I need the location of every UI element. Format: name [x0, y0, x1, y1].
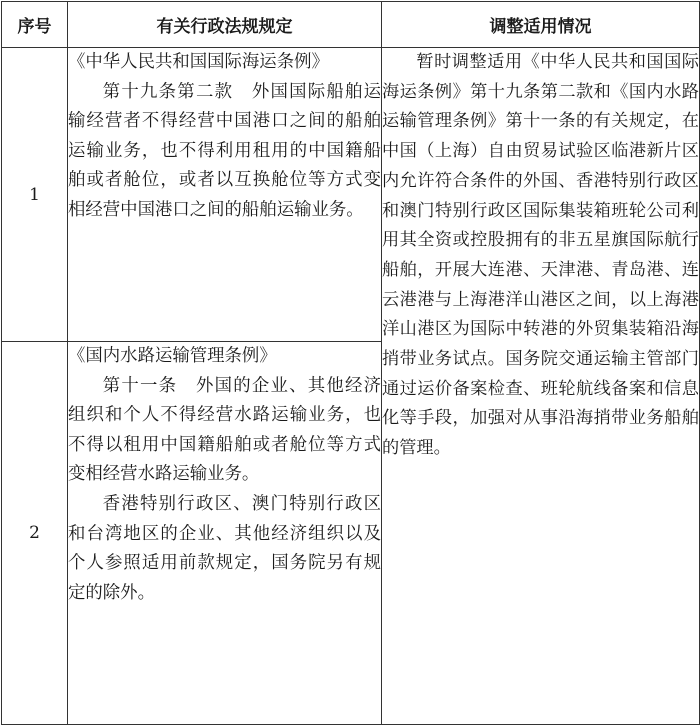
- table-row: [2, 48, 700, 342]
- header-index: 序号: [2, 2, 68, 48]
- regulation-title: 《中华人民共和国国际海运条例》: [68, 52, 329, 72]
- regulation-title: 《国内水路运输管理条例》: [68, 346, 277, 366]
- row-index: 2: [2, 342, 68, 725]
- regulation-cell: [68, 342, 382, 725]
- regulation-paragraph: 香港特别行政区、澳门特别行政区和台湾地区的企业、其他经济组织以及个人参照适用前款规定，国务院另有规定的除外。: [68, 493, 381, 603]
- regulation-cell: [68, 48, 382, 342]
- header-regulation: 有关行政法规规定: [68, 2, 382, 48]
- regulation-adjustment-table: [1, 1, 700, 725]
- header-adjustment: 调整适用情况: [382, 2, 700, 48]
- regulation-paragraph: 第十一条 外国的企业、其他经济组织和个人不得经营水路运输业务，也不得以租用中国籍船舶或者舱位等方式变相经营水路运输业务。: [68, 375, 381, 485]
- regulation-paragraph: 第十九条第二款 外国国际船舶运输经营者不得经营中国港口之间的船舶运输业务，也不得利用租用的中国籍船舶或者舱位，或者以互换舱位等方式变相经营中国港口之间的船舶运输业务。: [68, 81, 381, 220]
- adjustment-cell: [382, 48, 700, 725]
- adjustment-text: 暂时调整适用《中华人民共和国国际海运条例》第十九条第二款和《国内水路运输管理条例》第十一条的有关规定，在中国（上海）自由贸易试验区临港新片区内允许符合条件的外国、香港特别行政区和澳门特别行政区国际集装箱班轮公司利用其全资或控股拥有的非五星旗国际航行船舶，开展大连港、天津港、青岛港、连云港港与上海港洋山港区之间，以上海港洋山港区为国际中转港的外贸集装箱沿海捎带业务试点。国务院交通运输主管部门通过运价备案检查、班轮航线备案和信息化等手段，加强对从事沿海捎带业务船舶的管理。: [382, 52, 699, 459]
- row-index: 1: [2, 48, 68, 342]
- table-header-row: [2, 2, 700, 48]
